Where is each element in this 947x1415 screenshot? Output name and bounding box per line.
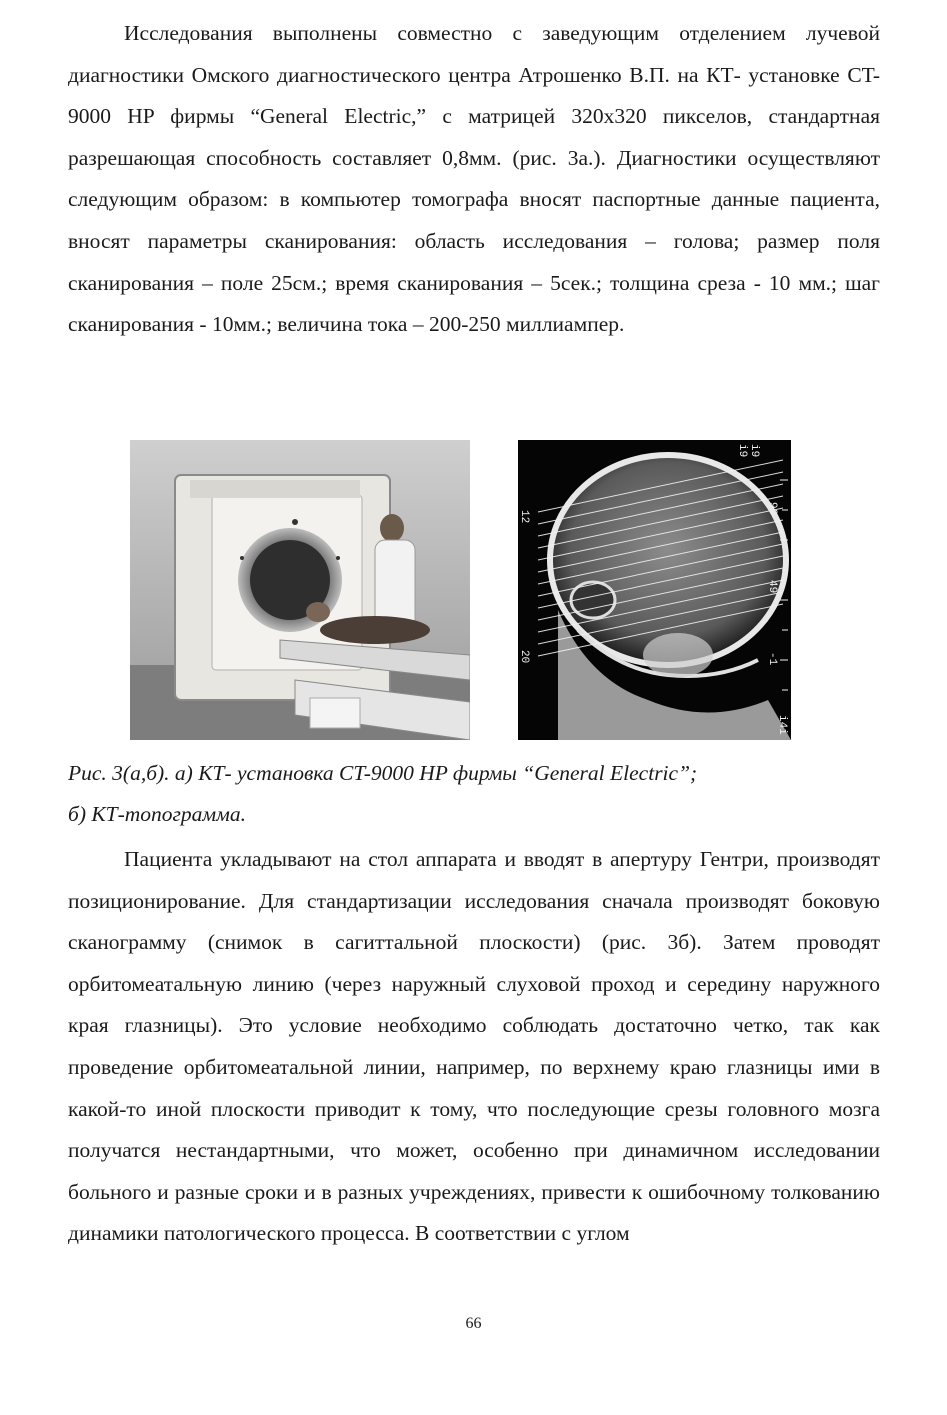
figure-caption-line-2: б) КТ-топограмма.: [68, 802, 246, 826]
figure-caption-line-1: Рис. 3(а,б). а) КТ- установка CT-9000 HP фирмы “General Electric”;: [68, 761, 698, 785]
paragraph-procedure: Пациента укладывают на стол аппарата и вводят в апертуру Гентри, производят позиционирование. Для стандартизации исследования сначала производят боковую сканограмму (снимок в сагиттальной плоскости) (рис. 3б). Затем проводят орбитомеатальную линию (через наружный слуховой проход и середину наружного края глазницы). Это условие необходимо соблюдать достаточно четко, так как проведение орбитомеатальной линии, например, по верхнему краю глазницы ими в какой-то иной плоскости приводит к тому, что последующие срезы головного мозга получатся нестандартными, что может, особенно при динамичном исследовании больного и разные сроки и в разных учреждениях, привести к ошибочному толкованию динамики патологического процесса. В соответствии с углом: [68, 847, 880, 1246]
topogram-label: i9: [736, 444, 748, 458]
ct-topogram-image: [518, 440, 791, 740]
topogram-label: 99: [766, 502, 778, 516]
topogram-label: 20: [518, 650, 530, 664]
page-number: 66: [465, 1315, 482, 1332]
topogram-label: 49: [766, 580, 778, 594]
topogram-label: -1: [766, 652, 778, 666]
topogram-label: 12: [518, 510, 530, 524]
topogram-label: i4i: [776, 715, 788, 735]
ct-scanner-photo: [130, 440, 470, 740]
topogram-label: i9: [748, 444, 760, 458]
paragraph-intro: Исследования выполнены совместно с заведующим отделением лучевой диагностики Омского диагностического центра Атрошенко В.П. на КТ- установке CT-9000 HP фирмы “General Electric,” с матрицей 320x320 пикселов, стандартная разрешающая способность составляет 0,8мм. (рис. 3а.). Диагностики осуществляют следующим образом: в компьютер томографа вносят паспортные данные пациента, вносят параметры сканирования: область исследования – голова; размер поля сканирования – поле 25см.; время сканирования – 5сек.; толщина среза - 10 мм.; шаг сканирования - 10мм.; величина тока – 200-250 миллиампер.: [68, 21, 880, 337]
